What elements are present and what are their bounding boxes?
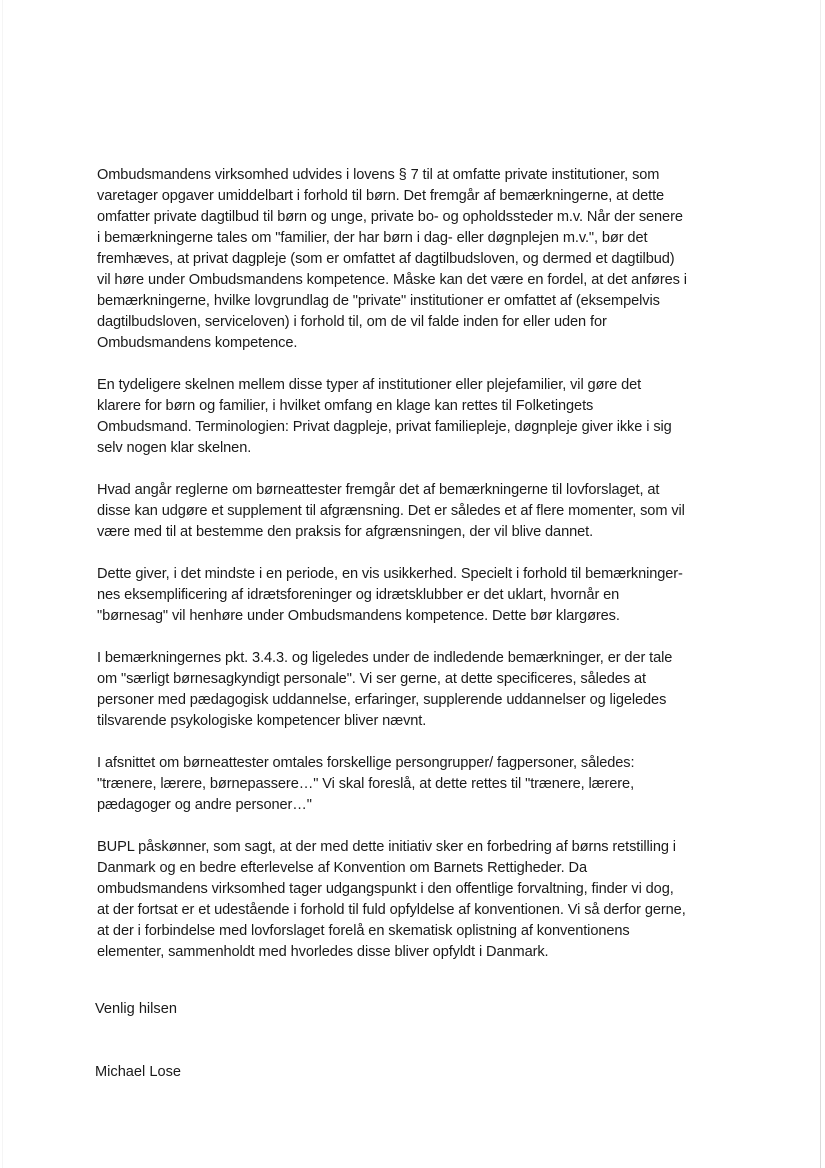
text-line: bemærkningerne, hvilke lovgrundlag de "private" institutioner er omfattet af (eksempelvis bbox=[97, 293, 660, 309]
text-line: Ombudsmandens kompetence. bbox=[97, 335, 298, 351]
text-line: selv nogen klar skelnen. bbox=[97, 440, 252, 456]
text-line: dagtilbudsloven, serviceloven) i forhold til, om de vil falde inden for eller uden for bbox=[97, 314, 607, 330]
text-line: i bemærkningerne tales om "familier, der har børn i dag- eller døgnplejen m.v.", bør det bbox=[97, 230, 648, 246]
text-line: Danmark og en bedre efterlevelse af Konvention om Barnets Rettigheder. Da bbox=[97, 860, 587, 876]
text-line: være med til at bestemme den praksis for afgrænsningen, der vil blive dannet. bbox=[97, 524, 594, 540]
paragraph-2 bbox=[97, 375, 737, 459]
text-line: elementer, sammenholdt med hvorledes disse bliver opfyldt i Danmark. bbox=[97, 944, 549, 960]
text-line: Ombudsmandens virksomhed udvides i lovens § 7 til at omfatte private institutioner, som bbox=[97, 167, 660, 183]
text-line: omfatter private dagtilbud til børn og unge, private bo- og opholdssteder m.v. Når der senere bbox=[97, 209, 683, 225]
text-line: fremhæves, at privat dagpleje (som er omfattet af dagtilbudsloven, og dermed et dagtilbud) bbox=[97, 251, 675, 267]
text-line: personer med pædagogisk uddannelse, erfaringer, supplerende uddannelser og ligeledes bbox=[97, 692, 667, 708]
scan-edge-right bbox=[820, 0, 821, 1168]
paragraph-1 bbox=[97, 165, 737, 354]
paragraph-7 bbox=[97, 837, 737, 963]
paragraph-4 bbox=[97, 564, 737, 627]
closing-greeting: Venlig hilsen bbox=[95, 1001, 177, 1017]
text-line: Ombudsmand. Terminologien: Privat dagpleje, privat familiepleje, døgnpleje giver ikke i sig bbox=[97, 419, 672, 435]
text-line: I afsnittet om børneattester omtales forskellige persongrupper/ fagpersoner, således: bbox=[97, 755, 635, 771]
text-line: tilsvarende psykologiske kompetencer bliver nævnt. bbox=[97, 713, 427, 729]
paragraph-3 bbox=[97, 480, 737, 543]
text-line: Hvad angår reglerne om børneattester fremgår det af bemærkningerne til lovforslaget, at bbox=[97, 482, 660, 498]
text-line: BUPL påskønner, som sagt, at der med dette initiativ sker en forbedring af børns retstilling i bbox=[97, 839, 676, 855]
text-line: En tydeligere skelnen mellem disse typer af institutioner eller plejefamilier, vil gøre det bbox=[97, 377, 642, 393]
text-line: Dette giver, i det mindste i en periode, en vis usikkerhed. Specielt i forhold til bemærkninger- bbox=[97, 566, 683, 582]
text-line: varetager opgaver umiddelbart i forhold til børn. Det fremgår af bemærkningerne, at dette bbox=[97, 188, 665, 204]
paragraph-5 bbox=[97, 648, 737, 732]
signature-name: Michael Lose bbox=[95, 1064, 181, 1080]
text-line: "børnesag" vil henhøre under Ombudsmandens kompetence. Dette bør klargøres. bbox=[97, 608, 620, 624]
text-line: I bemærkningernes pkt. 3.4.3. og ligeledes under de indledende bemærkninger, er der tale bbox=[97, 650, 673, 666]
scan-edge-left bbox=[2, 0, 3, 1168]
text-line: nes eksemplificering af idrætsforeninger og idrætsklubber er det uklart, hvornår en bbox=[97, 587, 620, 603]
text-line: ombudsmandens virksomhed tager udgangspunkt i den offentlige forvaltning, finder vi dog, bbox=[97, 881, 674, 897]
text-line: vil høre under Ombudsmandens kompetence. Måske kan det være en fordel, at det anføres i bbox=[97, 272, 687, 288]
text-line: at der fortsat er et udestående i forhold til fuld opfyldelse af konventionen. Vi så derfor gerne, bbox=[97, 902, 686, 918]
text-line: at der i forbindelse med lovforslaget forelå en skematisk oplistning af konventionens bbox=[97, 923, 630, 939]
text-line: pædagoger og andre personer…" bbox=[97, 797, 312, 813]
paragraph-6 bbox=[97, 753, 737, 816]
text-line: "trænere, lærere, børnepassere…" Vi skal foreslå, at dette rettes til "trænere, lærere, bbox=[97, 776, 635, 792]
text-line: om "særligt børnesagkyndigt personale". Vi ser gerne, at dette specificeres, således at bbox=[97, 671, 646, 687]
text-line: disse kan udgøre et supplement til afgrænsning. Det er således et af flere momenter, som vil bbox=[97, 503, 685, 519]
text-line: klarere for børn og familier, i hvilket omfang en klage kan rettes til Folketingets bbox=[97, 398, 594, 414]
letter-body bbox=[97, 165, 737, 984]
